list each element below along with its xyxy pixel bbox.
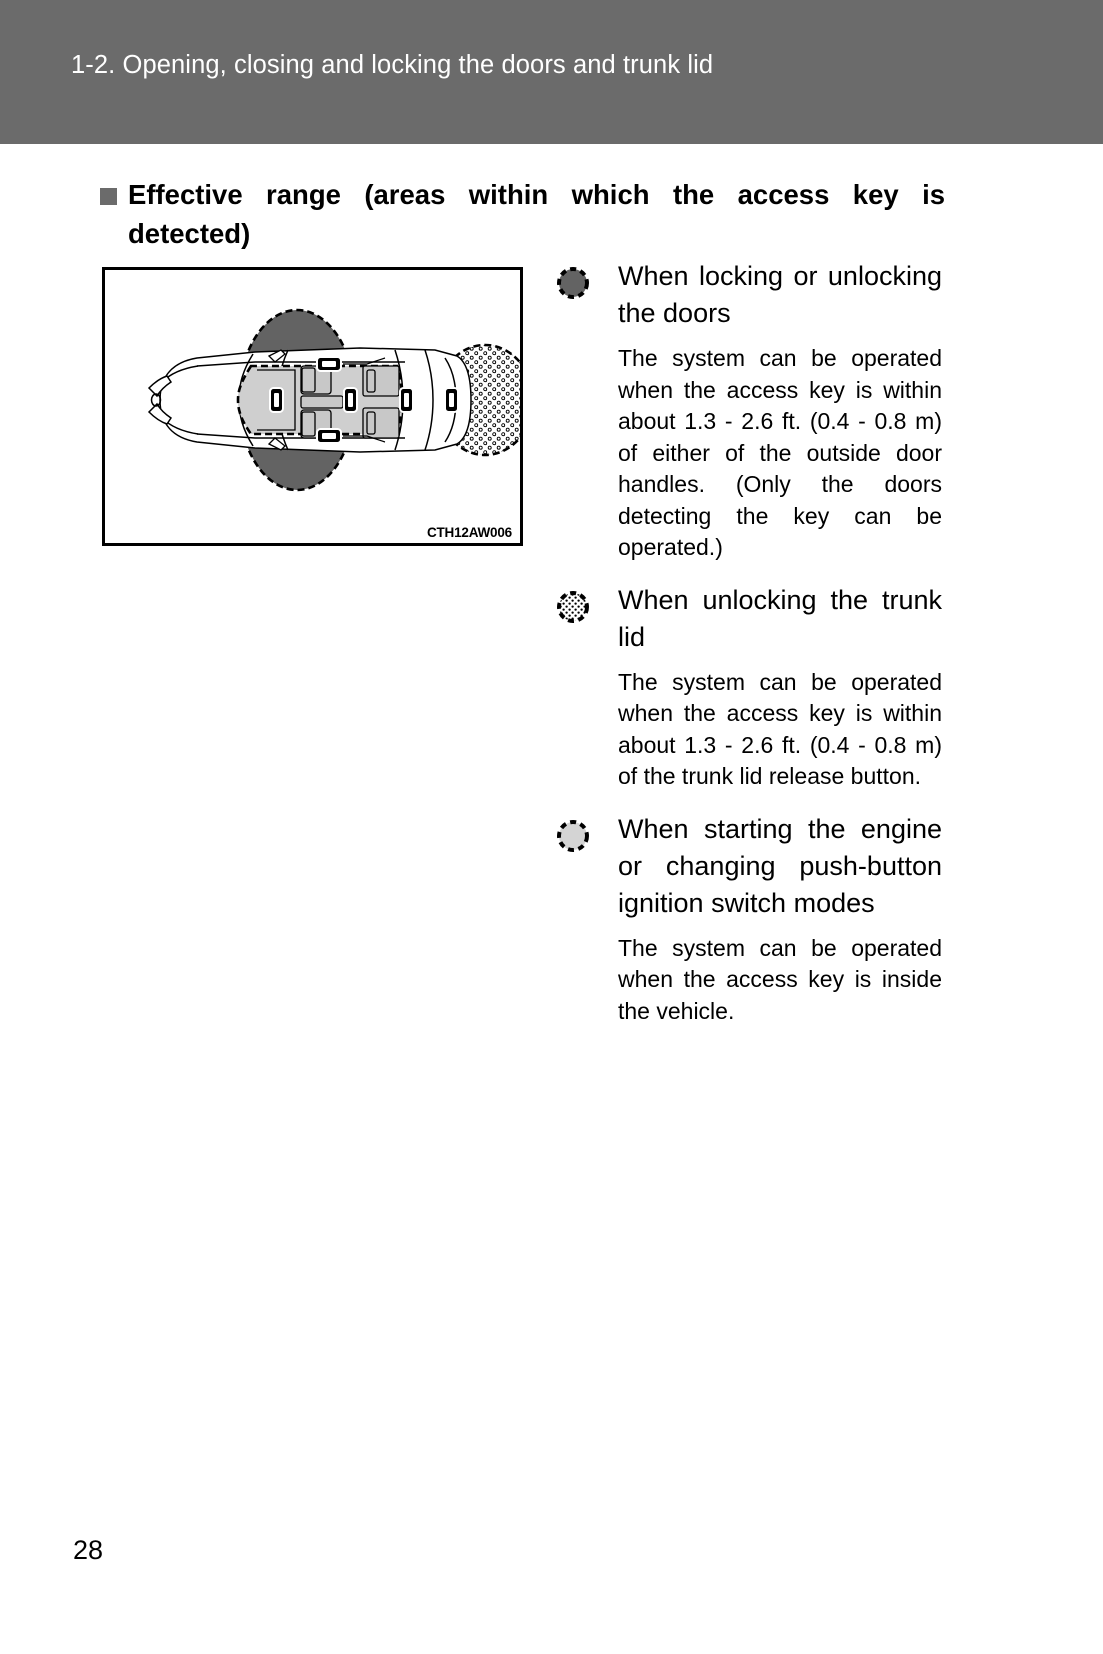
topic-body: The system can be operated when the access key is within about 1.3 - 2.6 ft. (0.4 - 0.8 m) of the trunk lid release button. bbox=[618, 668, 942, 789]
filled-square-bullet-icon bbox=[100, 188, 117, 205]
figure-caption: CTH12AW006 bbox=[426, 525, 512, 540]
topic-body: The system can be operated when the access key is inside the vehicle. bbox=[618, 934, 942, 1024]
running-title: 1-2. Opening, closing and locking the doors and trunk lid bbox=[71, 51, 714, 79]
topic-unlocking-trunk-lid bbox=[556, 582, 942, 793]
topic-header bbox=[556, 582, 942, 656]
topics-column bbox=[556, 258, 942, 1027]
light-filled-dashed-circle-icon bbox=[556, 819, 590, 853]
stippled-dashed-circle-icon bbox=[556, 590, 590, 624]
topic-starting-engine bbox=[556, 811, 942, 1028]
topic-header bbox=[556, 258, 942, 332]
topic-body: The system can be operated when the access key is within about 1.3 - 2.6 ft. (0.4 - 0.8 m) of either of the outside door handles. (Only the doors detecting the key can be operated.) bbox=[618, 345, 942, 560]
effective-range-figure bbox=[102, 267, 523, 546]
topic-title: When starting the engine or changing push-button ignition switch modes bbox=[618, 813, 942, 918]
topic-title: When locking or unlocking the doors bbox=[618, 261, 942, 328]
section-heading bbox=[100, 175, 945, 253]
section-heading-text: Effective range (areas within which the access key is detected) bbox=[128, 179, 945, 249]
page-number: 28 bbox=[73, 1535, 104, 1565]
page-header bbox=[0, 0, 1103, 144]
dark-filled-dashed-circle-icon bbox=[556, 266, 590, 300]
topic-locking-unlocking-doors bbox=[556, 258, 942, 564]
vehicle-top-view-illustration bbox=[105, 270, 520, 543]
topic-title: When unlocking the trunk lid bbox=[618, 584, 942, 652]
topic-header bbox=[556, 811, 942, 922]
